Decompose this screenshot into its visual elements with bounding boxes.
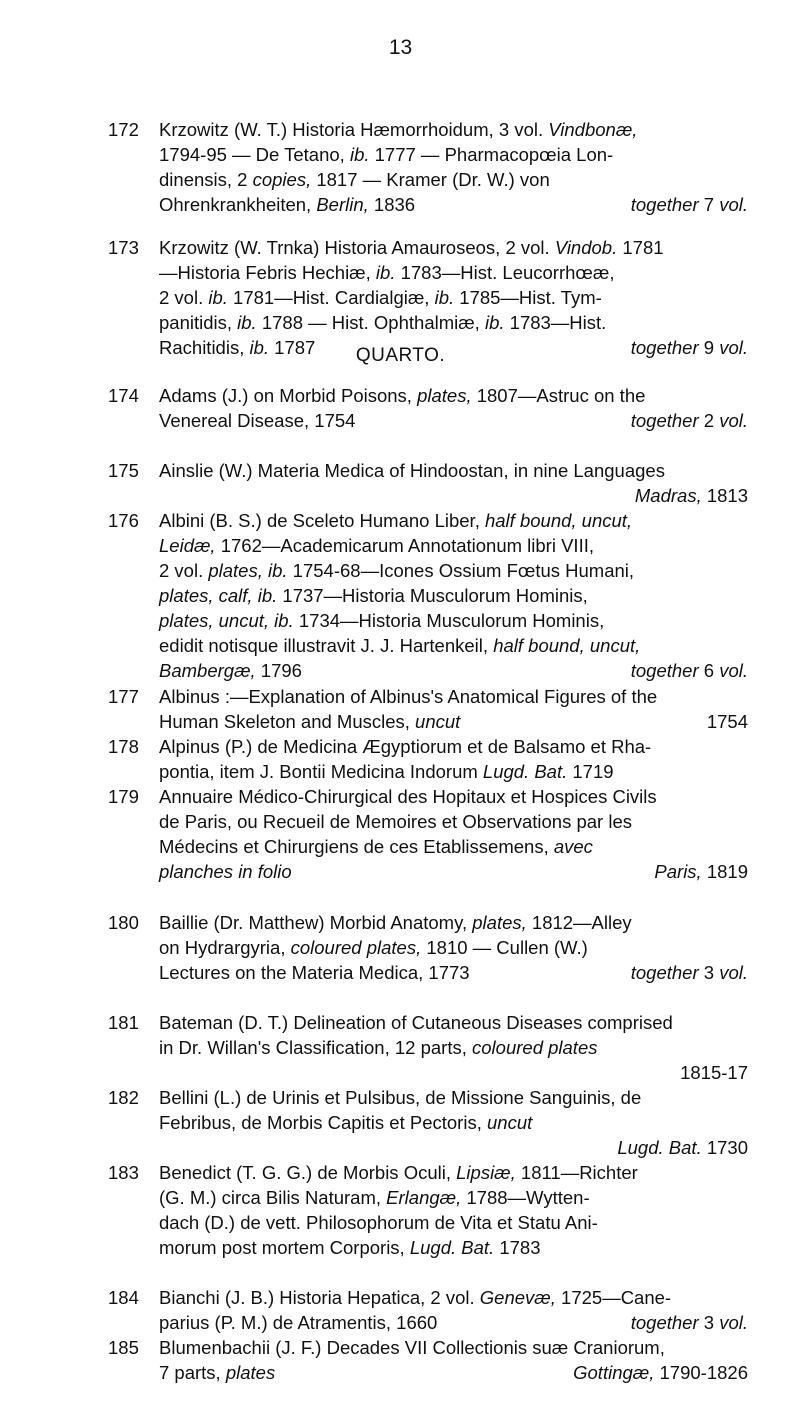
entry-text: [159, 458, 748, 506]
entry-line: [159, 709, 748, 734]
entry-line-text: [159, 1312, 437, 1333]
catalogue-entry-175: [108, 458, 748, 508]
entry-text-segment: plates,: [417, 385, 472, 406]
entry-line: [159, 167, 748, 192]
entry-line-text: [159, 337, 315, 358]
entry-text-segment: Médecins et Chirurgiens de ces Etablissemens,: [159, 836, 554, 857]
entry-number: 176: [108, 510, 139, 531]
section-heading-quarto: QUARTO.: [355, 345, 446, 366]
entry-line-text: [159, 1162, 638, 1183]
entry-number: 175: [108, 460, 139, 481]
entry-text-segment: Albinus :—Explanation of Albinus's Anatomical Figures of the: [159, 686, 658, 707]
entry-text-segment: ib.: [484, 312, 505, 333]
entry-line: [159, 960, 748, 985]
entry-text-segment: 1754: [706, 711, 748, 732]
catalogue-entry-180: [108, 910, 748, 985]
entry-line: [159, 734, 748, 759]
entry-line-text: [159, 1337, 665, 1358]
entry-text-segment: ib.: [434, 287, 455, 308]
entry-text: [159, 1160, 748, 1260]
entry-line-text: [159, 610, 604, 631]
entry-text-segment: in Dr. Willan's Classification, 12 parts,: [159, 1037, 473, 1058]
entry-text-segment: together: [630, 1312, 699, 1333]
entry-line-text: [159, 312, 606, 333]
entry-text-segment: Albini (B. S.) de Sceleto Humano Liber,: [159, 510, 485, 531]
entry-line: [159, 608, 748, 633]
entry-text-segment: plates, uncut, ib.: [159, 610, 294, 631]
entry-text-segment: 1730: [701, 1137, 748, 1158]
entry-text-segment: together: [630, 194, 699, 215]
entry-text-segment: plates: [225, 1362, 276, 1383]
entry-text-segment: plates, calf, ib.: [159, 585, 278, 606]
catalogue-entry-172: [108, 117, 748, 217]
catalogue-entry-176: [108, 508, 748, 683]
entry-text-segment: morum post mortem Corporis,: [159, 1237, 410, 1258]
entry-text-segment: Vindbonæ,: [548, 119, 638, 140]
entry-number: 172: [108, 119, 139, 140]
entry-number: 182: [108, 1087, 139, 1108]
entry-line-right-text: [573, 1360, 748, 1385]
entry-line-text: [159, 962, 470, 983]
entry-text: [159, 1335, 748, 1385]
entry-text-segment: 1811—Richter: [515, 1162, 638, 1183]
entry-line-text: [159, 460, 665, 481]
entry-text-segment: 1783—Hist. Leucorrhœæ,: [395, 262, 615, 283]
catalogue-entry-184: [108, 1285, 748, 1335]
entry-text-segment: —Historia Febris Hechiæ,: [159, 262, 376, 283]
entry-line: [159, 1160, 748, 1185]
entry-text-segment: 7: [698, 194, 720, 215]
entry-text-segment: half bound, uncut,: [484, 510, 633, 531]
entry-line-right-text: [707, 709, 748, 734]
catalogue-entry-183: [108, 1160, 748, 1260]
entry-text-segment: avec: [553, 836, 593, 857]
entry-text-segment: 1783—Hist.: [504, 312, 607, 333]
entry-text-segment: Baillie (Dr. Matthew) Morbid Anatomy,: [159, 912, 473, 933]
entry-line-text: [159, 262, 614, 283]
entry-line-text: [159, 1037, 598, 1058]
entry-text-segment: uncut: [415, 711, 461, 732]
entry-text-segment: Annuaire Médico-Chirurgical des Hopitaux et Hospices Civils: [159, 786, 657, 807]
entry-line: [159, 310, 748, 335]
entry-line-text: [159, 811, 632, 832]
entry-text-segment: Ainslie (W.) Materia Medica of Hindoostan, in nine Languages: [159, 460, 665, 481]
entry-text-segment: Human Skeleton and Muscles,: [159, 711, 416, 732]
entry-line-text: [159, 287, 602, 308]
entry-text-segment: 1813: [701, 485, 748, 506]
entry-line-text: [159, 1187, 590, 1208]
entry-line-right-text: [631, 192, 748, 217]
entry-line: [159, 935, 748, 960]
entry-text-segment: 1836: [368, 194, 416, 215]
entry-text: [159, 117, 748, 217]
entry-text-segment: Venereal Disease, 1754: [159, 410, 356, 431]
entry-text-segment: ib.: [208, 287, 228, 308]
entry-text-segment: 3: [698, 1312, 720, 1333]
entry-line: [159, 1110, 748, 1135]
entry-line-text: [159, 786, 657, 807]
entry-line-right-text: [631, 408, 748, 433]
entry-text-segment: ib.: [237, 312, 257, 333]
entry-number: 181: [108, 1012, 139, 1033]
entry-line: [159, 859, 748, 884]
entry-number: 184: [108, 1287, 139, 1308]
catalogue-entry-179: [108, 784, 748, 884]
entry-text-segment: together: [630, 337, 699, 358]
entry-line-text: [159, 1112, 532, 1133]
entry-text-segment: 1754-68—Icones Ossium Fœtus Humani,: [287, 560, 635, 581]
entry-line: [159, 533, 748, 558]
entry-text-segment: 1762—Academicarum Annotationum libri VIII,: [215, 535, 594, 556]
entry-text-segment: 1796: [255, 660, 302, 681]
entry-text-segment: vol.: [719, 410, 748, 431]
entry-line-text: [159, 937, 588, 958]
entry-text-segment: panitidis,: [159, 312, 238, 333]
entry-text-segment: 1725—Cane-: [555, 1287, 672, 1308]
entry-text: [159, 383, 748, 433]
entry-line: [159, 684, 748, 709]
entry-text-segment: 1807—Astruc on the: [471, 385, 646, 406]
entry-line-text: [159, 1012, 673, 1033]
entry-line: [159, 1360, 748, 1385]
entry-line-text: [159, 1237, 540, 1258]
entry-text-segment: ib.: [249, 337, 270, 358]
entry-line: [159, 1185, 748, 1210]
entry-text: [159, 235, 748, 360]
entry-line: [159, 1035, 748, 1060]
entry-text-segment: 1781: [617, 237, 664, 258]
entry-text-segment: 1812—Alley: [526, 912, 632, 933]
entry-line-right-text: [635, 483, 748, 508]
entry-text-segment: Alpinus (P.) de Medicina Ægyptiorum et de Balsamo et Rha-: [159, 736, 652, 757]
entry-line: [159, 658, 748, 683]
entry-text-segment: Lectures on the Materia Medica, 1773: [159, 962, 470, 983]
entry-line: [159, 834, 748, 859]
entry-line: [159, 408, 748, 433]
entry-line: [159, 1285, 748, 1310]
entry-line: [159, 1235, 748, 1260]
entry-text-segment: edidit notisque illustravit J. J. Hartenkeil,: [159, 635, 494, 656]
entry-text: [159, 1085, 748, 1158]
entry-line-text: [159, 535, 594, 556]
catalogue-entry-185: [108, 1335, 748, 1385]
entry-line: [159, 784, 748, 809]
entry-line-text: [159, 385, 645, 406]
entry-text-segment: copies,: [252, 169, 312, 190]
entry-text-segment: Berlin,: [316, 194, 369, 215]
entry-line-text: [159, 410, 355, 431]
entry-text-segment: Lipsiæ,: [456, 1162, 516, 1183]
entry-line-text: [159, 660, 302, 681]
entry-line-text: [159, 711, 460, 732]
entry-line: [159, 759, 748, 784]
entry-line-text: [159, 1287, 671, 1308]
entry-text-segment: 1790-1826: [654, 1362, 748, 1383]
entry-text-segment: Benedict (T. G. G.) de Morbis Oculi,: [159, 1162, 457, 1183]
entry-text-segment: planches in folio: [159, 861, 292, 882]
entry-text-segment: de Paris, ou Recueil de Memoires et Observations par les: [159, 811, 632, 832]
entry-number: 185: [108, 1337, 139, 1358]
entry-line: [159, 558, 748, 583]
catalogue-entry-177: [108, 684, 748, 734]
entry-line-text: [159, 119, 637, 140]
catalogue-entry-181: [108, 1010, 748, 1085]
catalogue-entry-182: [108, 1085, 748, 1160]
entry-line-text: [159, 194, 415, 215]
entry-text-segment: 1810 — Cullen (W.): [421, 937, 588, 958]
entry-text-segment: Lugd. Bat.: [482, 761, 568, 782]
entry-text-segment: Leidæ,: [159, 535, 216, 556]
entry-text-segment: dinensis, 2: [159, 169, 253, 190]
entry-text-segment: Febribus, de Morbis Capitis et Pectoris,: [159, 1112, 487, 1133]
entry-text-segment: dach (D.) de vett. Philosophorum de Vita et Statu Ani-: [159, 1212, 598, 1233]
entry-line: [159, 335, 748, 360]
entry-line: [159, 508, 748, 533]
entry-line-right-text: [631, 1310, 748, 1335]
entry-text-segment: parius (P. M.) de Atramentis, 1660: [159, 1312, 438, 1333]
entry-text-segment: 1787: [269, 337, 316, 358]
catalogue-entry-174: [108, 383, 748, 433]
entry-line-text: [159, 761, 614, 782]
entry-line-right-text: [631, 960, 748, 985]
catalogue-entry-178: [108, 734, 748, 784]
entry-text-segment: 1785—Hist. Tym-: [454, 287, 602, 308]
entry-line-right-text: [631, 658, 748, 683]
entry-text-segment: 1788—Wytten-: [461, 1187, 590, 1208]
entry-line: [159, 1210, 748, 1235]
entry-text: [159, 784, 748, 884]
entry-number: 177: [108, 686, 139, 707]
entry-text-segment: coloured plates: [472, 1037, 598, 1058]
entry-text-segment: 1737—Historia Musculorum Hominis,: [277, 585, 588, 606]
entry-line-text: [159, 1362, 275, 1383]
entry-text-segment: 1734—Historia Musculorum Hominis,: [293, 610, 605, 631]
page-number: 13: [388, 36, 413, 59]
entry-line: [159, 458, 748, 483]
entry-line-text: [159, 861, 292, 882]
entry-text-segment: 6: [698, 660, 720, 681]
entry-line: [159, 285, 748, 310]
entry-text-segment: vol.: [719, 337, 748, 358]
entry-line-text: [159, 912, 632, 933]
entry-text-segment: Lugd. Bat.: [617, 1137, 702, 1158]
entry-text-segment: pontia, item J. Bontii Medicina Indorum: [159, 761, 483, 782]
entry-text-segment: vol.: [719, 194, 748, 215]
entry-line: [159, 1010, 748, 1035]
entry-text-segment: plates,: [472, 912, 527, 933]
entry-line: [159, 192, 748, 217]
entry-number: 174: [108, 385, 139, 406]
entry-text-segment: coloured plates,: [290, 937, 422, 958]
entry-text-segment: Madras,: [634, 485, 702, 506]
entry-line-right-text: [617, 1135, 748, 1160]
entry-line-text: [159, 510, 632, 531]
entry-line-text: [159, 144, 613, 165]
entry-text-segment: Blumenbachii (J. F.) Decades VII Collectionis suæ Craniorum,: [159, 1337, 665, 1358]
entry-text-segment: 1777 — Pharmacopœia Lon-: [369, 144, 614, 165]
entry-line-text: [159, 560, 634, 581]
entry-line: [159, 1335, 748, 1360]
entry-text-segment: 1794-95 — De Tetano,: [159, 144, 350, 165]
entry-text-segment: 1815-17: [680, 1062, 748, 1083]
entry-text-segment: together: [630, 660, 699, 681]
entry-line-text: [159, 585, 588, 606]
entry-text-segment: Genevæ,: [479, 1287, 556, 1308]
entry-text-segment: half bound, uncut,: [493, 635, 641, 656]
entry-line: [159, 1085, 748, 1110]
entry-line-text: [159, 686, 657, 707]
entry-text-segment: together: [630, 962, 699, 983]
entry-text-segment: Ohrenkrankheiten,: [159, 194, 317, 215]
entry-text-segment: vol.: [719, 962, 748, 983]
entry-text-segment: Vindob.: [554, 237, 618, 258]
entry-text-segment: Erlangæ,: [386, 1187, 462, 1208]
entry-line-right-text: [680, 1060, 748, 1085]
entry-line: [159, 142, 748, 167]
entry-line: [159, 260, 748, 285]
entry-line-right-text: [631, 335, 748, 360]
entry-text-segment: ib.: [349, 144, 370, 165]
entry-line-text: [159, 237, 664, 258]
entry-text-segment: 9: [698, 337, 720, 358]
entry-text-segment: 2 vol.: [159, 560, 209, 581]
entry-text-segment: Bambergæ,: [159, 660, 256, 681]
entry-line: [159, 235, 748, 260]
entry-text: [159, 1010, 748, 1083]
entry-line-text: [159, 736, 651, 757]
entry-text-segment: uncut: [487, 1112, 533, 1133]
entry-text-segment: (G. M.) circa Bilis Naturam,: [159, 1187, 387, 1208]
entry-text-segment: 1817 — Kramer (Dr. W.) von: [311, 169, 550, 190]
entry-number: 179: [108, 786, 139, 807]
entry-line-text: [159, 635, 640, 656]
catalogue-entry-173: [108, 235, 748, 360]
entry-text: [159, 734, 748, 784]
entry-text-segment: vol.: [719, 1312, 748, 1333]
entry-text: [159, 508, 748, 683]
entry-line-text: [159, 1212, 598, 1233]
entry-text-segment: 1719: [567, 761, 614, 782]
entry-text-segment: Bellini (L.) de Urinis et Pulsibus, de Missione Sanguinis, de: [159, 1087, 642, 1108]
entry-number: 180: [108, 912, 139, 933]
entry-line: [159, 809, 748, 834]
entry-text-segment: 7 parts,: [159, 1362, 226, 1383]
entry-text-segment: 1788 — Hist. Ophthalmiæ,: [256, 312, 485, 333]
entry-text-segment: Rachitidis,: [159, 337, 250, 358]
entry-number: 178: [108, 736, 139, 757]
entry-text-segment: Paris,: [654, 861, 702, 882]
entry-text-segment: 1819: [701, 861, 748, 882]
entry-line-text: [159, 169, 550, 190]
entry-text-segment: 2: [698, 410, 720, 431]
entry-text-segment: Adams (J.) on Morbid Poisons,: [159, 385, 418, 406]
entry-text-segment: Krzowitz (W. Trnka) Historia Amauroseos, 2 vol.: [159, 237, 555, 258]
entry-line: [159, 910, 748, 935]
entry-number: 183: [108, 1162, 139, 1183]
entry-line: [159, 633, 748, 658]
entry-line: [159, 1310, 748, 1335]
entry-line: [159, 117, 748, 142]
entry-text-segment: ib.: [375, 262, 396, 283]
entry-text: [159, 910, 748, 985]
entry-text-segment: Bianchi (J. B.) Historia Hepatica, 2 vol.: [159, 1287, 480, 1308]
entry-text-segment: 1781—Hist. Cardialgiæ,: [227, 287, 435, 308]
entry-text-segment: vol.: [719, 660, 748, 681]
entry-text-segment: 3: [698, 962, 720, 983]
entry-text: [159, 684, 748, 734]
entry-text-segment: Bateman (D. T.) Delineation of Cutaneous Diseases comprised: [159, 1012, 673, 1033]
entry-text-segment: Lugd. Bat.: [409, 1237, 495, 1258]
entry-text-segment: together: [630, 410, 699, 431]
entry-line-right-text: [654, 859, 748, 884]
entry-text-segment: 2 vol.: [159, 287, 209, 308]
entry-line: [159, 383, 748, 408]
entry-text-segment: Gottingæ,: [573, 1362, 655, 1383]
entry-text-segment: Krzowitz (W. T.) Historia Hæmorrhoidum, 3 vol.: [159, 119, 549, 140]
entry-text-segment: plates, ib.: [208, 560, 288, 581]
entry-text: [159, 1285, 748, 1335]
entry-number: 173: [108, 237, 139, 258]
entry-text-segment: on Hydrargyria,: [159, 937, 291, 958]
entry-line-text: [159, 836, 593, 857]
entry-text-segment: 1783: [494, 1237, 541, 1258]
entry-line-text: [159, 1087, 641, 1108]
entry-line: [159, 583, 748, 608]
